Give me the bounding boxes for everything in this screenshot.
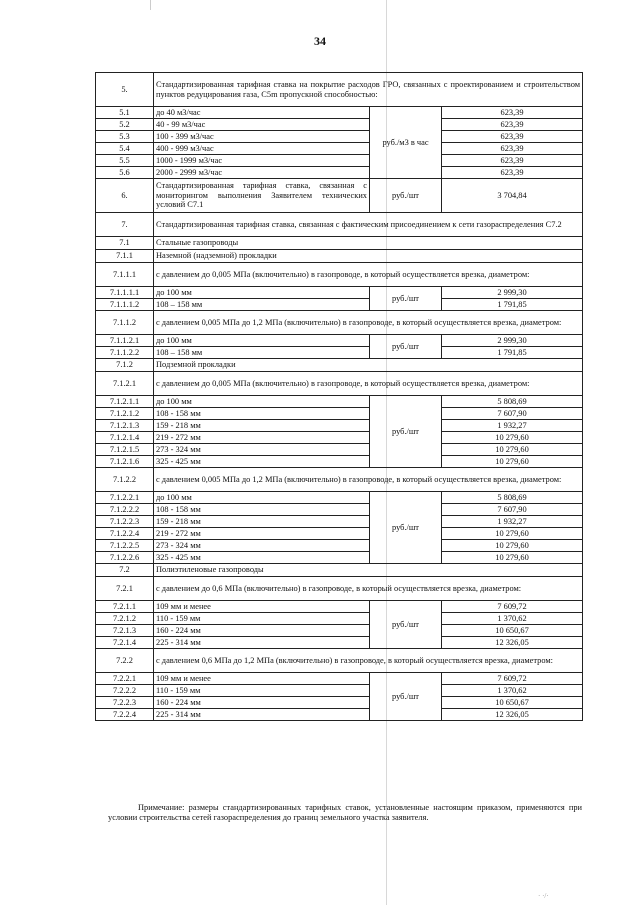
row-description: 109 мм и менее [154, 673, 370, 685]
row-description: 219 - 272 мм [154, 528, 370, 540]
rate-value: 7 607,90 [442, 408, 583, 420]
section-description: Наземной (надземной) прокладки [154, 250, 583, 263]
table-row [96, 167, 583, 179]
section-description: Подземной прокладки [154, 359, 583, 372]
section-description: с давлением до 0,005 МПа (включительно) в газопроводе, в который осуществляется врезка, диаметром: [154, 263, 583, 287]
row-number: 7.1.1.1.2 [96, 299, 154, 311]
row-description: 108 – 158 мм [154, 347, 370, 359]
section-row [96, 263, 583, 287]
table-row [96, 131, 583, 143]
table-row [96, 504, 583, 516]
row-number: 5.3 [96, 131, 154, 143]
row-number: 7.1.1.1 [96, 263, 154, 287]
row-description: 325 - 425 мм [154, 456, 370, 468]
rate-value: 12 326,05 [442, 709, 583, 721]
unit-of-measure: руб./шт [370, 287, 442, 311]
section-description: Стальные газопроводы [154, 237, 583, 250]
row-description: Стандартизированная тарифная ставка, связанная с мониторингом выполнения Заявителем технических условий С7.1 [154, 179, 370, 213]
row-description: 2000 - 2999 м3/час [154, 167, 370, 179]
table-row [96, 179, 583, 213]
row-description: 108 - 158 мм [154, 504, 370, 516]
rate-value: 623,39 [442, 131, 583, 143]
row-number: 7.2.2 [96, 649, 154, 673]
table-row [96, 625, 583, 637]
row-number: 7.2.1.2 [96, 613, 154, 625]
table-row [96, 107, 583, 119]
scan-artifact-mark: · ·/· [538, 892, 549, 900]
row-number: 7.1.1.2 [96, 311, 154, 335]
unit-of-measure: руб./шт [370, 179, 442, 213]
table-row [96, 685, 583, 697]
unit-of-measure: руб./шт [370, 673, 442, 721]
rate-value: 10 279,60 [442, 456, 583, 468]
table-row [96, 637, 583, 649]
rate-value: 7 609,72 [442, 673, 583, 685]
rate-value: 7 607,90 [442, 504, 583, 516]
table-row [96, 552, 583, 564]
section-description: с давлением 0,005 МПа до 1,2 МПа (включительно) в газопроводе, в который осуществляется врезка, диаметром: [154, 468, 583, 492]
scan-artifact [150, 0, 151, 10]
row-number: 5.4 [96, 143, 154, 155]
unit-of-measure: руб./шт [370, 601, 442, 649]
rate-value: 10 279,60 [442, 528, 583, 540]
table-row [96, 456, 583, 468]
rate-value: 10 650,67 [442, 625, 583, 637]
table-row [96, 299, 583, 311]
rate-value: 1 932,27 [442, 516, 583, 528]
rate-value: 623,39 [442, 143, 583, 155]
unit-of-measure: руб./м3 в час [370, 107, 442, 179]
section-row [96, 237, 583, 250]
row-number: 7.2.2.2 [96, 685, 154, 697]
rate-value: 7 609,72 [442, 601, 583, 613]
row-number: 5.6 [96, 167, 154, 179]
table-row [96, 601, 583, 613]
table-row [96, 709, 583, 721]
table-row [96, 673, 583, 685]
row-description: до 40 м3/час [154, 107, 370, 119]
row-number: 7.2.1 [96, 577, 154, 601]
row-description: до 100 мм [154, 396, 370, 408]
page-number: 34 [314, 34, 326, 48]
row-number: 7.1.2.2.4 [96, 528, 154, 540]
section-description: с давлением до 0,005 МПа (включительно) в газопроводе, в который осуществляется врезка, диаметром: [154, 372, 583, 396]
table-row [96, 528, 583, 540]
row-number: 7.1.2.2 [96, 468, 154, 492]
rate-value: 10 279,60 [442, 552, 583, 564]
row-description: 108 – 158 мм [154, 299, 370, 311]
section-row [96, 372, 583, 396]
row-description: 225 - 314 мм [154, 709, 370, 721]
rate-value: 5 808,69 [442, 492, 583, 504]
table-row [96, 396, 583, 408]
tariff-table [95, 72, 583, 721]
row-description: до 100 мм [154, 492, 370, 504]
footnote: Примечание: размеры стандартизированных тарифных ставок, установленные настоящим приказом, применяются при условии строительства сетей газораспределения до границ земельного участка заявителя. [108, 803, 582, 822]
row-description: 109 мм и менее [154, 601, 370, 613]
section-row [96, 73, 583, 107]
row-description: 108 - 158 мм [154, 408, 370, 420]
row-description: 273 - 324 мм [154, 540, 370, 552]
rate-value: 623,39 [442, 155, 583, 167]
row-number: 7.1.2.1.5 [96, 444, 154, 456]
section-description: с давлением 0,6 МПа до 1,2 МПа (включительно) в газопроводе, в который осуществляется врезка, диаметром: [154, 649, 583, 673]
row-number: 7. [96, 213, 154, 237]
row-description: 325 - 425 мм [154, 552, 370, 564]
row-number: 5.2 [96, 119, 154, 131]
row-number: 7.1.1.2.1 [96, 335, 154, 347]
section-row [96, 564, 583, 577]
rate-value: 623,39 [442, 107, 583, 119]
unit-of-measure: руб./шт [370, 335, 442, 359]
row-description: 400 - 999 м3/час [154, 143, 370, 155]
section-row [96, 213, 583, 237]
row-number: 7.1.1 [96, 250, 154, 263]
section-row [96, 468, 583, 492]
table-row [96, 540, 583, 552]
rate-value: 623,39 [442, 167, 583, 179]
rate-value: 12 326,05 [442, 637, 583, 649]
table-row [96, 335, 583, 347]
row-number: 7.1.2.2.5 [96, 540, 154, 552]
rate-value: 5 808,69 [442, 396, 583, 408]
row-description: 225 - 314 мм [154, 637, 370, 649]
table-row [96, 444, 583, 456]
row-number: 7.1.2.1.6 [96, 456, 154, 468]
table-row [96, 143, 583, 155]
row-description: 110 - 159 мм [154, 685, 370, 697]
unit-of-measure: руб./шт [370, 492, 442, 564]
table-row [96, 408, 583, 420]
rate-value: 10 650,67 [442, 697, 583, 709]
table-row [96, 516, 583, 528]
rate-value: 1 791,85 [442, 299, 583, 311]
table-row [96, 119, 583, 131]
row-number: 7.2.1.3 [96, 625, 154, 637]
rate-value: 2 999,30 [442, 335, 583, 347]
row-number: 7.1.2.2.3 [96, 516, 154, 528]
rate-value: 1 370,62 [442, 613, 583, 625]
row-number: 7.2 [96, 564, 154, 577]
rate-value: 3 704,84 [442, 179, 583, 213]
row-number: 5.1 [96, 107, 154, 119]
rate-value: 1 932,27 [442, 420, 583, 432]
row-number: 7.1.2.2.6 [96, 552, 154, 564]
row-description: 110 - 159 мм [154, 613, 370, 625]
section-row [96, 649, 583, 673]
row-number: 7.1.2.1.4 [96, 432, 154, 444]
rate-value: 10 279,60 [442, 540, 583, 552]
row-number: 7.1.2.1 [96, 372, 154, 396]
row-number: 7.2.2.1 [96, 673, 154, 685]
row-number: 7.1.1.1.1 [96, 287, 154, 299]
row-number: 7.1.2.1.3 [96, 420, 154, 432]
table-row [96, 155, 583, 167]
row-number: 6. [96, 179, 154, 213]
table-row [96, 613, 583, 625]
row-number: 5.5 [96, 155, 154, 167]
row-description: 100 - 399 м3/час [154, 131, 370, 143]
row-number: 7.1.2 [96, 359, 154, 372]
row-description: 1000 - 1999 м3/час [154, 155, 370, 167]
row-number: 7.1 [96, 237, 154, 250]
table-row [96, 492, 583, 504]
table-row [96, 697, 583, 709]
row-number: 5. [96, 73, 154, 107]
row-number: 7.2.1.4 [96, 637, 154, 649]
row-description: 159 - 218 мм [154, 420, 370, 432]
rate-value: 623,39 [442, 119, 583, 131]
rate-value: 1 791,85 [442, 347, 583, 359]
row-number: 7.1.2.2.1 [96, 492, 154, 504]
row-description: 160 - 224 мм [154, 625, 370, 637]
table-row [96, 287, 583, 299]
row-number: 7.1.2.2.2 [96, 504, 154, 516]
row-number: 7.2.2.4 [96, 709, 154, 721]
row-number: 7.2.2.3 [96, 697, 154, 709]
row-number: 7.1.2.1.2 [96, 408, 154, 420]
row-description: 219 - 272 мм [154, 432, 370, 444]
row-description: 159 - 218 мм [154, 516, 370, 528]
row-number: 7.1.2.1.1 [96, 396, 154, 408]
row-number: 7.1.1.2.2 [96, 347, 154, 359]
section-description: Стандартизированная тарифная ставка, связанная с фактическим присоединением к сети газораспределения С7.2 [154, 213, 583, 237]
row-description: 160 - 224 мм [154, 697, 370, 709]
row-description: до 100 мм [154, 287, 370, 299]
row-description: 40 - 99 м3/час [154, 119, 370, 131]
rate-value: 10 279,60 [442, 444, 583, 456]
section-row [96, 250, 583, 263]
section-description: с давлением до 0,6 МПа (включительно) в газопроводе, в который осуществляется врезка, диаметром: [154, 577, 583, 601]
section-description: с давлением 0,005 МПа до 1,2 МПа (включительно) в газопроводе, в который осуществляется врезка, диаметром: [154, 311, 583, 335]
table-row [96, 420, 583, 432]
row-number: 7.2.1.1 [96, 601, 154, 613]
section-description: Полиэтиленовые газопроводы [154, 564, 583, 577]
section-row [96, 311, 583, 335]
table-row [96, 432, 583, 444]
row-description: до 100 мм [154, 335, 370, 347]
rate-value: 10 279,60 [442, 432, 583, 444]
section-row [96, 577, 583, 601]
table-row [96, 347, 583, 359]
unit-of-measure: руб./шт [370, 396, 442, 468]
section-description: Стандартизированная тарифная ставка на покрытие расходов ГРО, связанных с проектированием и строительством пунктов редуцирования газа, С5m пропускной способностью: [154, 73, 583, 107]
row-description: 273 - 324 мм [154, 444, 370, 456]
rate-value: 1 370,62 [442, 685, 583, 697]
section-row [96, 359, 583, 372]
rate-value: 2 999,30 [442, 287, 583, 299]
